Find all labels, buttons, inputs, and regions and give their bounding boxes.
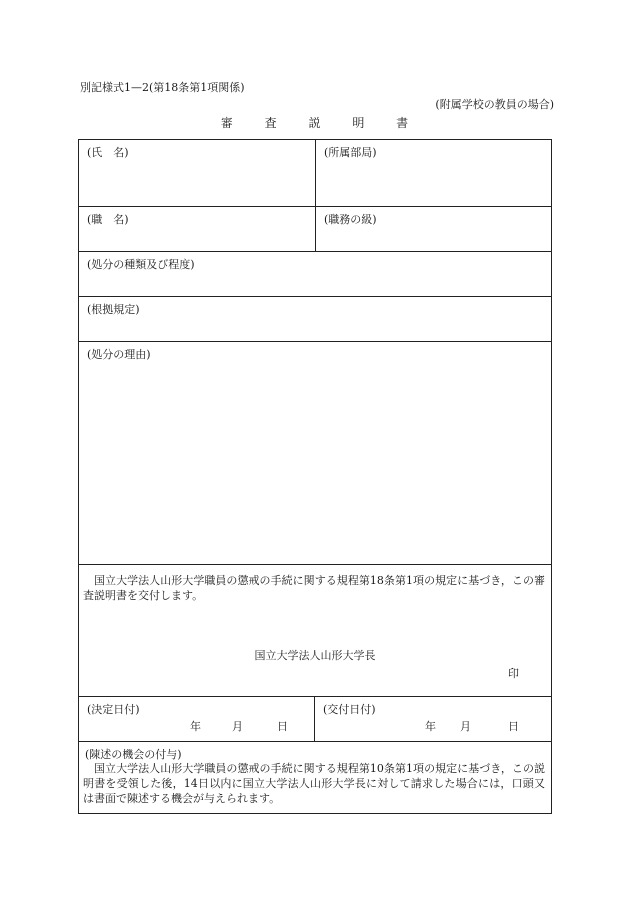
name-cell[interactable] — [79, 140, 316, 206]
statement-opportunity-body: 国立大学法人山形大学職員の懲戒の手続に関する規程第10条第1項の規定に基づき，この説明書を受領した後，14日以内に国立大学法人山形大学長に対して請求した場合には，口頭又は書面で陳述する機会が与えられます。 — [83, 762, 545, 805]
year-unit: 年 — [190, 720, 201, 733]
row-disposition-reason[interactable] — [79, 342, 551, 565]
department-label: (所属部局) — [324, 146, 377, 159]
title-char: 明 — [352, 116, 366, 130]
job-grade-label: (職務の級) — [324, 213, 377, 226]
row-issuance — [79, 565, 551, 697]
day-unit: 日 — [508, 720, 519, 733]
statement-opportunity-heading: (陳述の機会の付与) — [85, 748, 182, 761]
row-dates — [79, 697, 551, 742]
day-unit: 日 — [277, 720, 288, 733]
row-disposition-type[interactable] — [79, 252, 551, 297]
row-statement-opportunity — [79, 742, 551, 813]
job-grade-cell[interactable] — [316, 207, 551, 251]
month-unit: 月 — [460, 720, 471, 733]
issuer-name: 国立大学法人山形大学長 — [254, 649, 376, 662]
scope-note: (附属学校の教員の場合) — [435, 98, 554, 111]
row-title-grade — [79, 207, 551, 252]
job-title-cell[interactable] — [79, 207, 316, 251]
legal-basis-label: (根拠規定) — [87, 303, 140, 316]
issuance-statement: 国立大学法人山形大学職員の懲戒の手続に関する規程第18条第1項の規定に基づき，この審査説明書を交付します。 — [83, 574, 545, 602]
disposition-reason-label: (処分の理由) — [87, 348, 151, 361]
review-statement-form — [78, 139, 552, 814]
job-title-label: (職 名) — [87, 213, 129, 226]
name-label: (氏 名) — [87, 146, 129, 159]
document-title — [0, 114, 630, 131]
year-unit: 年 — [425, 720, 436, 733]
title-char: 査 — [264, 116, 278, 130]
decision-date-label: (決定日付) — [87, 703, 140, 716]
decision-date-cell[interactable] — [79, 697, 315, 741]
delivery-date-label: (交付日付) — [323, 703, 376, 716]
month-unit: 月 — [232, 720, 243, 733]
delivery-date-cell[interactable] — [315, 697, 551, 741]
seal-mark: 印 — [508, 667, 519, 680]
form-id: 別記様式1—2(第18条第1項関係) — [80, 81, 245, 94]
title-char: 書 — [396, 116, 410, 130]
disposition-type-label: (処分の種類及び程度) — [87, 258, 195, 271]
title-char: 説 — [308, 116, 322, 130]
row-legal-basis[interactable] — [79, 297, 551, 342]
title-char: 審 — [220, 116, 234, 130]
row-name-department — [79, 140, 551, 207]
department-cell[interactable] — [316, 140, 551, 206]
